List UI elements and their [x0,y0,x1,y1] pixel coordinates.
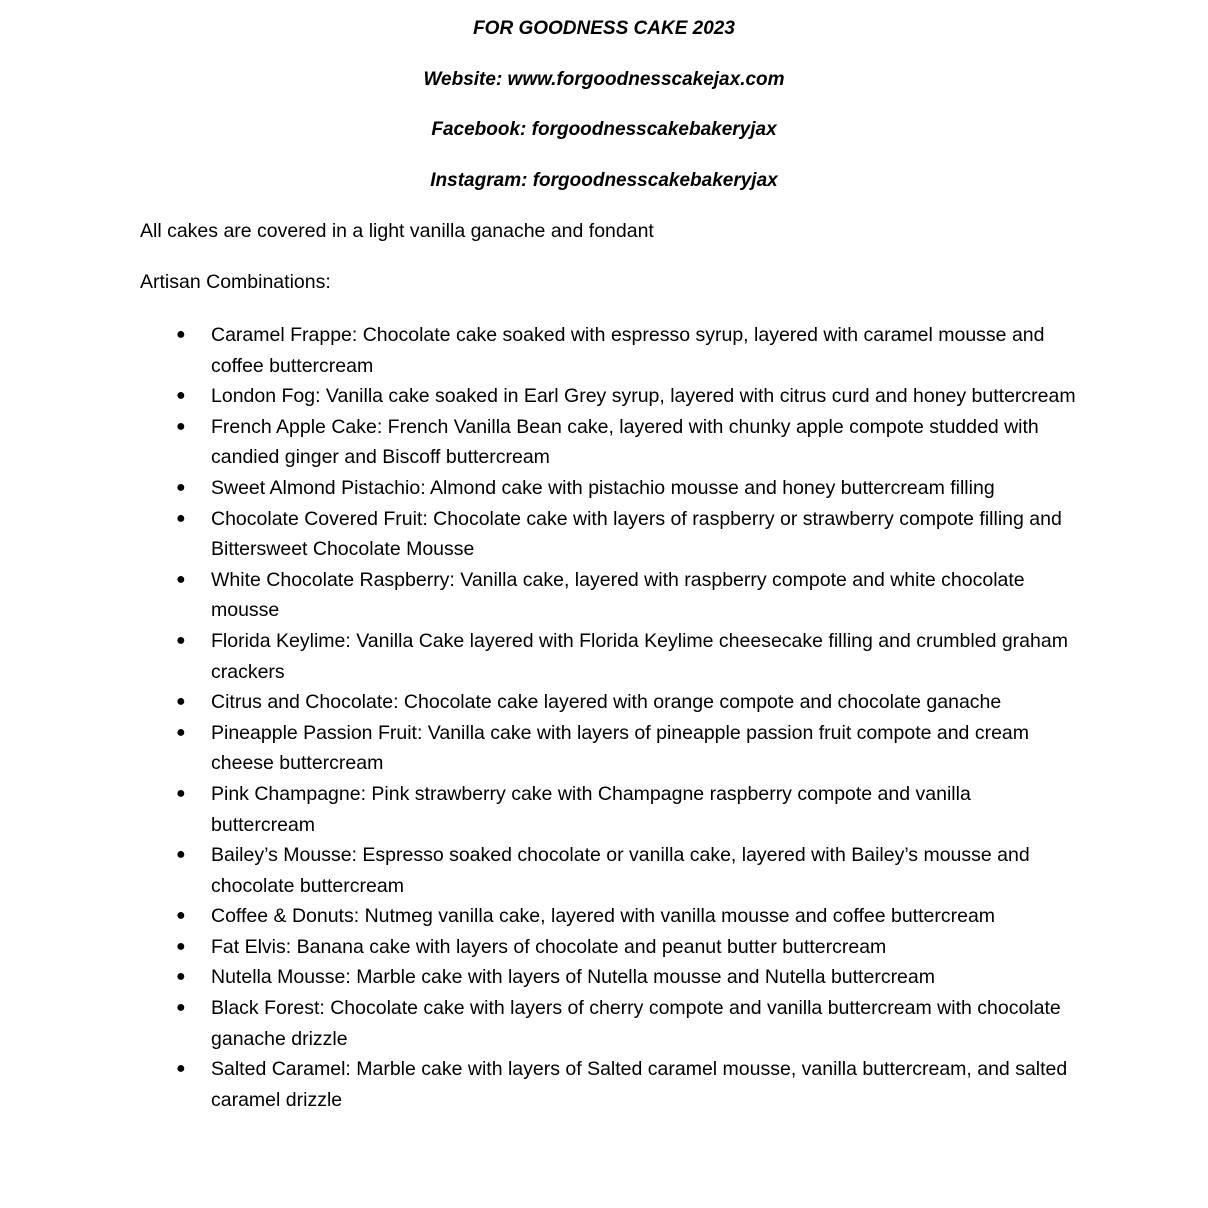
item-text: London Fog: Vanilla cake soaked in Earl Grey syrup, layered with citrus curd and honey buttercream [211,385,1076,408]
bullet-icon: ● [176,968,186,986]
item-text: Citrus and Chocolate: Chocolate cake layered with orange compote and chocolate ganache [211,691,1002,714]
list-item [140,626,1080,687]
list-item [140,412,1080,473]
intro-text: All cakes are covered in a light vanilla ganache and fondant [140,220,654,242]
item-text: Chocolate Covered Fruit: Chocolate cake with layers of raspberry or strawberry compote filling and Bittersweet Chocolate Mousse [211,507,1062,561]
instagram-line: Instagram: forgoodnesscakebakeryjax [430,170,778,191]
list-item [140,504,1080,565]
list-item [140,473,1080,504]
list-item [140,565,1080,626]
bullet-icon: ● [176,631,186,649]
item-text: Black Forest: Chocolate cake with layers of cherry compote and vanilla buttercream with chocolate ganache drizzle [211,997,1061,1050]
list-item [140,840,1080,901]
bullet-icon: ● [176,784,186,802]
list-item [140,932,1080,963]
list-item [140,687,1080,718]
bullet-icon: ● [176,509,186,527]
bullet-icon: ● [176,693,186,711]
item-text: French Apple Cake: French Vanilla Bean cake, layered with chunky apple compote studded with candied ginger and Biscoff buttercream [211,415,1039,469]
bullet-icon: ● [176,326,186,343]
list-item [140,962,1080,993]
combinations-list [140,320,1080,1115]
document-title: FOR GOODNESS CAKE 2023 [473,18,735,39]
item-text: Pineapple Passion Fruit: Vanilla cake with layers of pineapple passion fruit compote and cream cheese buttercream [211,721,1030,775]
bullet-icon: ● [176,417,186,435]
bullet-icon: ● [176,907,186,925]
facebook-line: Facebook: forgoodnesscakebakeryjax [431,119,777,140]
item-text: Sweet Almond Pistachio: Almond cake with pistachio mousse and honey buttercream filling [211,476,995,499]
item-text: Caramel Frappe: Chocolate cake soaked with espresso syrup, layered with caramel mousse and coffee buttercream [211,324,1045,377]
bullet-icon: ● [176,387,186,405]
list-item [140,779,1080,840]
list-item [140,901,1080,932]
bullet-icon: ● [176,723,186,741]
section-label: Artisan Combinations: [140,271,331,293]
bullet-icon: ● [176,478,186,496]
bullet-icon: ● [176,999,186,1017]
list-item [140,718,1080,779]
website-line: Website: www.forgoodnesscakejax.com [423,69,785,90]
bullet-icon: ● [176,570,186,588]
item-text: Pink Champagne: Pink strawberry cake with Champagne raspberry compote and vanilla buttercream [211,782,971,836]
bullet-icon: ● [176,1060,186,1078]
item-text: Coffee & Donuts: Nutmeg vanilla cake, layered with vanilla mousse and coffee buttercream [211,905,996,928]
list-item [140,320,1080,381]
item-text: Bailey’s Mousse: Espresso soaked chocolate or vanilla cake, layered with Bailey’s mousse and chocolate buttercream [211,844,1030,897]
bullet-icon: ● [176,937,186,955]
item-text: Salted Caramel: Marble cake with layers of Salted caramel mousse, vanilla buttercream, and salted caramel drizzle [211,1058,1068,1111]
item-text: Florida Keylime: Vanilla Cake layered with Florida Keylime cheesecake filling and crumbled graham crackers [211,629,1068,683]
item-text: Nutella Mousse: Marble cake with layers of Nutella mousse and Nutella buttercream [211,966,935,989]
list-item [140,1054,1080,1115]
list-item [140,993,1080,1054]
item-text: Fat Elvis: Banana cake with layers of chocolate and peanut butter buttercream [211,935,887,958]
list-item [140,381,1080,412]
bullet-icon: ● [176,846,186,864]
item-text: White Chocolate Raspberry: Vanilla cake, layered with raspberry compote and white chocolate mousse [211,568,1025,622]
